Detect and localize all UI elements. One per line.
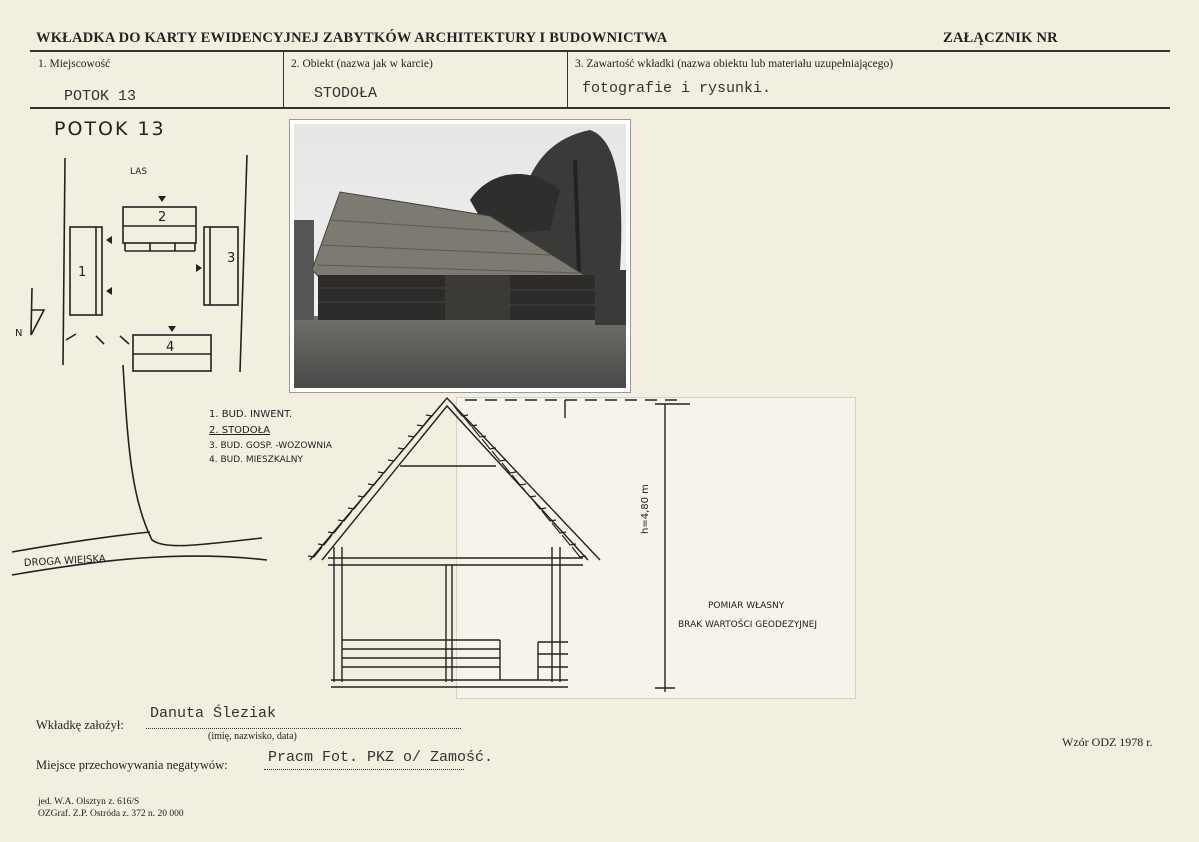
barn-cross-section — [300, 392, 720, 697]
fields-bottom-rule — [30, 107, 1170, 109]
height-dimension: h=4,80 m — [640, 484, 651, 534]
object-value: STODOŁA — [314, 85, 378, 102]
site-plan-title: POTOK 13 — [54, 118, 166, 140]
storage-label: Miejsce przechowywania negatywów: — [36, 758, 228, 772]
object-label: 2. Obiekt (nazwa jak w karcie) — [291, 58, 433, 70]
author-label: Wkładkę założył: — [36, 718, 124, 732]
north-label: N — [15, 328, 23, 339]
building-2-number: 2 — [158, 210, 167, 225]
legend-item-2: 2. STODOŁA — [209, 425, 271, 436]
road-label: DROGA WIEJSKA — [23, 553, 107, 569]
author-hint: (imię, nazwisko, data) — [208, 731, 297, 742]
forest-label: LAS — [130, 167, 148, 177]
storage-value: Pracm Fot. PKZ o/ Zamość. — [268, 749, 494, 766]
building-1-number: 1 — [78, 265, 87, 280]
building-3-number: 3 — [227, 251, 236, 266]
site-plan-sketch — [0, 150, 293, 590]
legend-item-1: 1. BUD. INWENT. — [209, 409, 293, 420]
field-divider-2 — [567, 52, 568, 108]
legend-item-3: 3. BUD. GOSP. -WOZOWNIA — [209, 441, 332, 451]
barn-photo-image — [290, 120, 630, 392]
author-value: Danuta Śleziak — [150, 705, 277, 722]
card-title: WKŁADKA DO KARTY EWIDENCYJNEJ ZABYTKÓW ARCHITEKTURY I BUDOWNICTWA — [36, 30, 668, 46]
print-info-2: OZGraf. Z.P. Ostróda z. 372 n. 20 000 — [38, 809, 184, 819]
annex-label: ZAŁĄCZNIK NR — [943, 30, 1058, 46]
place-label: 1. Miejscowość — [38, 58, 111, 70]
place-value: POTOK 13 — [64, 88, 137, 105]
field-divider-1 — [283, 52, 284, 108]
storage-dotted-line — [264, 769, 464, 770]
content-value: fotografie i rysunki. — [582, 80, 772, 97]
barn-photograph — [289, 119, 631, 393]
form-version: Wzór ODZ 1978 r. — [1062, 735, 1153, 749]
content-label: 3. Zawartość wkładki (nazwa obiektu lub materiału uzupełniającego) — [575, 58, 894, 70]
measurement-note-1: POMIAR WŁASNY — [708, 601, 785, 611]
author-dotted-line — [146, 728, 461, 729]
header-rule — [30, 50, 1170, 52]
legend-item-4: 4. BUD. MIESZKALNY — [209, 455, 303, 465]
print-info-1: jed. W.A. Olsztyn z. 616/S — [38, 797, 140, 807]
measurement-note-2: BRAK WARTOŚCI GEODEZYJNEJ — [678, 620, 817, 630]
building-4-number: 4 — [166, 340, 175, 355]
